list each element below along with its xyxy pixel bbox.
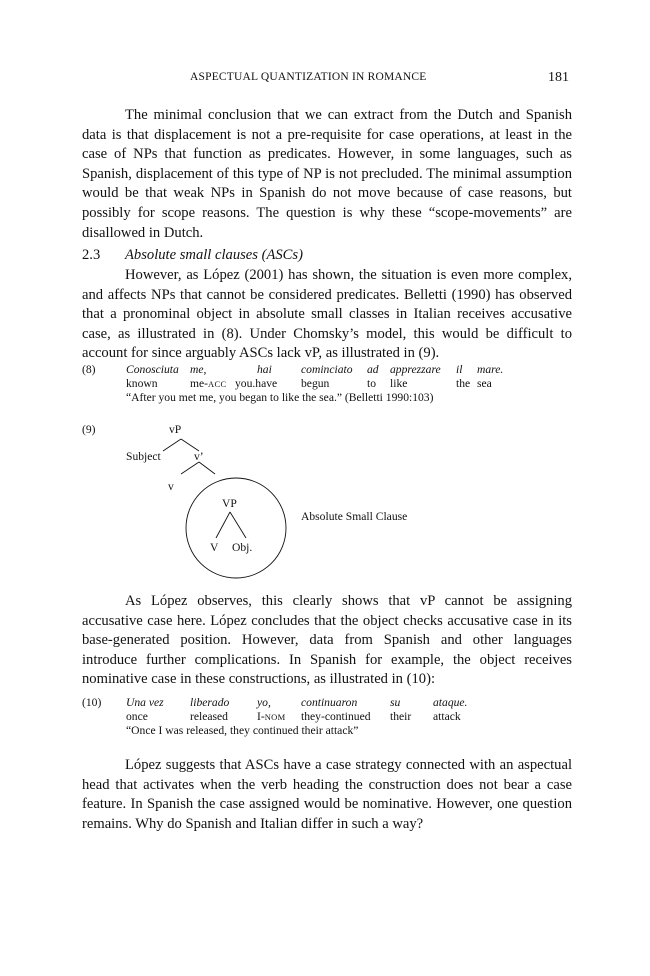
tree-node-v: v [168,480,174,493]
page-number: 181 [548,70,569,85]
absolute-small-clause-label: Absolute Small Clause [301,510,408,523]
example-number: (8) [82,363,96,376]
section-number: 2.3 [82,247,101,263]
tree-branch [199,462,215,474]
gloss-case: NOM [264,712,286,722]
gloss-word: the [456,377,471,390]
gloss-word: like [390,377,408,390]
example-word: ataque. [433,696,468,709]
example-word: Conosciuta [126,363,179,376]
gloss-word: known [126,377,158,390]
tree-node-vp-small: vP [169,423,182,436]
example-word: hai [257,363,272,376]
gloss-word [257,710,285,723]
example-word: liberado [190,696,230,709]
gloss-word: attack [433,710,461,723]
example-translation: “After you met me, you began to like the sea.” (Belletti 1990:103) [126,391,434,404]
example-word: me, [190,363,207,376]
gloss-word: you.have [235,377,278,390]
example-word: apprezzare [390,363,441,376]
example-word: ad [367,363,379,376]
running-head: ASPECTUAL QUANTIZATION IN ROMANCE [190,71,427,83]
paragraph-3: As López observes, this clearly shows that vP cannot be assigning accusative case here. López concludes that the object checks accusative case in its base-generated position. However, data from Spanish and other languages introduce further complications. In Spanish for example, the object receives nominative case in these constructions, as illustrated in (10): [82,593,572,688]
gloss-word: they-continued [301,710,371,723]
gloss-word: once [126,710,148,723]
paragraph-1: The minimal conclusion that we can extract from the Dutch and Spanish data is that displacement is not a pre-requisite for case operations, at least in the case of NPs that function as predicates. However, in some languages, such as Spanish, displacement of this type of NP is not precluded. The minimal assumption would be that weak NPs in Spanish do not move because of case reasons, but possibly for scope reasons. The question is why these “scope-movements” are disallowed in Dutch. [82,107,572,241]
example-word: yo, [257,696,271,709]
tree-branch [230,512,246,538]
example-word: cominciato [301,363,353,376]
tree-node-subject: Subject [126,450,161,463]
gloss-stem: I- [257,710,265,723]
gloss-word: their [390,710,412,723]
example-number: (10) [82,696,102,709]
paragraph-4: López suggests that ASCs have a case strategy connected with an aspectual head that activates when the verb heading the construction does not bear a case feature. In Spanish the case assigned would be nominative. However, one question remains. Why do Spanish and Italian differ in such a way? [82,757,572,832]
paragraph-2: However, as López (2001) has shown, the situation is even more complex, and affects NPs that cannot be considered predicates. Belletti (1990) has observed that a pronominal object in absolute small classes in Italian receives accusative case, as illustrated in (8). Under Chomsky’s model, this would be difficult to account for since arguably ASCs lack vP, as illustrated in (9). [82,267,572,362]
tree-branch [163,439,181,451]
gloss-stem: me- [190,377,209,390]
tree-node-verb: V [210,541,219,554]
absolute-small-clause-circle [186,478,286,578]
tree-node-object: Obj. [232,541,253,554]
gloss-case: ACC [208,379,227,389]
gloss-word: begun [301,377,330,390]
tree-branch [216,512,230,538]
example-word: Una vez [126,696,164,709]
gloss-word: sea [477,377,492,390]
example-word: su [390,696,401,709]
tree-node-vp: VP [222,497,237,510]
tree-branch [181,462,199,474]
example-word: il [456,363,463,376]
tree-node-v-bar: v’ [194,450,204,463]
gloss-word: released [190,710,228,723]
example-word: mare. [477,363,504,376]
example-translation: “Once I was released, they continued their attack” [126,724,359,737]
section-title: Absolute small clauses (ASCs) [125,247,303,263]
example-number: (9) [82,423,96,436]
gloss-word: to [367,377,377,390]
example-word: continuaron [301,696,358,709]
